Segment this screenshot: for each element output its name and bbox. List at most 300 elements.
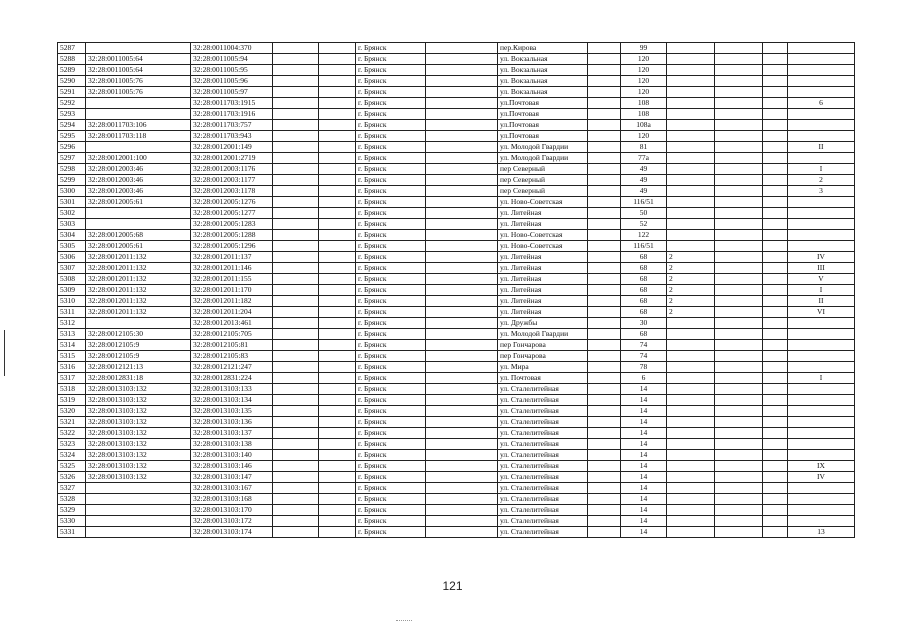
table-cell: пер Гончарова (498, 351, 588, 362)
table-cell: 2 (667, 263, 715, 274)
table-cell: 32:28:0011005:96 (191, 76, 273, 87)
table-cell (763, 164, 788, 175)
table-cell (588, 197, 621, 208)
table-cell: II (788, 142, 855, 153)
table-row (58, 54, 855, 65)
table-cell: г. Брянск (356, 65, 426, 76)
table-cell (667, 98, 715, 109)
table-cell (788, 109, 855, 120)
table-cell (426, 417, 498, 428)
table-cell: 32:28:0011703:106 (86, 120, 191, 131)
table-cell (273, 285, 319, 296)
table-cell (715, 428, 763, 439)
table-cell: ул. Сталелитейная (498, 461, 588, 472)
table-cell: 5328 (58, 494, 86, 505)
table-cell: 6 (788, 98, 855, 109)
table-cell (788, 395, 855, 406)
table-cell: 5310 (58, 296, 86, 307)
table-cell (715, 109, 763, 120)
table-cell (426, 318, 498, 329)
table-cell (788, 318, 855, 329)
table-cell (426, 384, 498, 395)
table-cell (763, 120, 788, 131)
table-cell (426, 65, 498, 76)
table-cell: г. Брянск (356, 274, 426, 285)
table-cell (715, 516, 763, 527)
table-cell: 32:28:0012003:1178 (191, 186, 273, 197)
table-cell: г. Брянск (356, 175, 426, 186)
table-cell (319, 43, 356, 54)
table-cell: ул. Ново-Советская (498, 197, 588, 208)
table-cell: 32:28:0011703:118 (86, 131, 191, 142)
table-cell: пер Гончарова (498, 340, 588, 351)
table-cell: I (788, 373, 855, 384)
table-cell (319, 505, 356, 516)
table-cell: 32:28:0012011:204 (191, 307, 273, 318)
table-cell (86, 527, 191, 538)
table-cell (715, 252, 763, 263)
table-cell: 5317 (58, 373, 86, 384)
table-cell (715, 43, 763, 54)
table-cell: 32:28:0013103:132 (86, 472, 191, 483)
table-cell (588, 219, 621, 230)
table-cell: г. Брянск (356, 153, 426, 164)
table-cell (788, 153, 855, 164)
table-cell (426, 219, 498, 230)
table-cell (319, 340, 356, 351)
table-row (58, 351, 855, 362)
table-cell (667, 516, 715, 527)
table-cell: IV (788, 472, 855, 483)
table-cell (763, 87, 788, 98)
table-cell (715, 153, 763, 164)
table-cell (86, 494, 191, 505)
table-cell (763, 131, 788, 142)
table-cell: ул. Вокзальная (498, 65, 588, 76)
table-cell (273, 351, 319, 362)
table-cell: 32:28:0012003:1177 (191, 175, 273, 186)
table-cell: г. Брянск (356, 241, 426, 252)
table-cell: 2 (667, 296, 715, 307)
table-cell: 120 (621, 131, 667, 142)
table-cell (763, 340, 788, 351)
table-cell (588, 186, 621, 197)
table-cell: 68 (621, 263, 667, 274)
table-cell (273, 54, 319, 65)
table-cell (588, 54, 621, 65)
table-cell: 32:28:0012011:137 (191, 252, 273, 263)
table-cell (715, 351, 763, 362)
table-cell: 32:28:0012105:81 (191, 340, 273, 351)
table-cell: г. Брянск (356, 505, 426, 516)
table-cell (319, 494, 356, 505)
table-cell (319, 296, 356, 307)
table-cell (273, 164, 319, 175)
table-cell: г. Брянск (356, 307, 426, 318)
table-row (58, 307, 855, 318)
table-cell (426, 241, 498, 252)
table-cell: 32:28:0012105:83 (191, 351, 273, 362)
table-cell (426, 516, 498, 527)
table-cell (667, 329, 715, 340)
table-cell: II (788, 296, 855, 307)
table-cell: ул. Сталелитейная (498, 505, 588, 516)
table-cell (588, 142, 621, 153)
table-cell: 49 (621, 175, 667, 186)
table-cell: пер Северный (498, 164, 588, 175)
table-cell: 14 (621, 461, 667, 472)
table-cell (426, 98, 498, 109)
table-cell: 68 (621, 285, 667, 296)
table-cell: г. Брянск (356, 351, 426, 362)
table-cell (788, 65, 855, 76)
table-cell: ул.Почтовая (498, 120, 588, 131)
table-row (58, 439, 855, 450)
table-cell: 68 (621, 296, 667, 307)
table-cell (715, 87, 763, 98)
table-cell (763, 439, 788, 450)
table-cell (667, 43, 715, 54)
table-cell: г. Брянск (356, 439, 426, 450)
table-cell: 32:28:0013103:172 (191, 516, 273, 527)
table-cell (426, 87, 498, 98)
table-cell (588, 43, 621, 54)
table-cell: 3 (788, 186, 855, 197)
table-cell: 32:28:0013103:146 (191, 461, 273, 472)
table-cell (715, 65, 763, 76)
table-cell: 14 (621, 472, 667, 483)
table-cell (426, 153, 498, 164)
table-cell (319, 362, 356, 373)
table-cell (273, 274, 319, 285)
table-cell (715, 318, 763, 329)
table-cell: 5307 (58, 263, 86, 274)
table-cell: 5325 (58, 461, 86, 472)
table-cell (715, 120, 763, 131)
table-cell (319, 175, 356, 186)
table-cell: 30 (621, 318, 667, 329)
table-cell: ул. Литейная (498, 252, 588, 263)
table-cell: г. Брянск (356, 285, 426, 296)
table-cell: 52 (621, 219, 667, 230)
table-cell (319, 527, 356, 538)
table-cell (319, 384, 356, 395)
table-cell (715, 241, 763, 252)
table-cell (426, 164, 498, 175)
table-row (58, 285, 855, 296)
table-cell (667, 76, 715, 87)
table-cell (426, 307, 498, 318)
table-cell (588, 307, 621, 318)
table-cell (273, 472, 319, 483)
table-cell (319, 461, 356, 472)
table-cell: 32:28:0011703:1915 (191, 98, 273, 109)
table-cell: г. Брянск (356, 340, 426, 351)
table-cell (588, 241, 621, 252)
table-cell: 32:28:0012011:132 (86, 274, 191, 285)
table-cell (667, 472, 715, 483)
table-cell (788, 505, 855, 516)
table-cell: 120 (621, 65, 667, 76)
table-cell (319, 65, 356, 76)
table-cell (426, 252, 498, 263)
table-cell (715, 483, 763, 494)
table-cell: 5289 (58, 65, 86, 76)
table-row (58, 263, 855, 274)
table-cell: 32:28:0012011:132 (86, 263, 191, 274)
table-cell (667, 197, 715, 208)
table-cell (319, 406, 356, 417)
table-cell: ул. Мира (498, 362, 588, 373)
table-cell (788, 54, 855, 65)
table-cell: 5308 (58, 274, 86, 285)
table-cell (86, 219, 191, 230)
table-cell: 32:28:0012005:61 (86, 197, 191, 208)
table-row (58, 175, 855, 186)
table-cell: ул. Сталелитейная (498, 494, 588, 505)
table-cell: 5329 (58, 505, 86, 516)
table-cell (667, 54, 715, 65)
table-cell (715, 406, 763, 417)
table-cell (588, 76, 621, 87)
table-cell (273, 516, 319, 527)
table-cell: 5304 (58, 230, 86, 241)
table-cell: г. Брянск (356, 494, 426, 505)
table-cell (588, 505, 621, 516)
table-cell: 14 (621, 483, 667, 494)
table-cell: 32:28:0012011:132 (86, 307, 191, 318)
table-cell: 32:28:0012003:1176 (191, 164, 273, 175)
table-cell (763, 186, 788, 197)
table-cell: 32:28:0012121:247 (191, 362, 273, 373)
table-cell (426, 461, 498, 472)
table-cell: ул. Молодой Гвардии (498, 153, 588, 164)
table-cell: ул. Сталелитейная (498, 439, 588, 450)
table-cell (273, 153, 319, 164)
table-cell: 120 (621, 87, 667, 98)
table-cell: 6 (621, 373, 667, 384)
table-cell (588, 230, 621, 241)
table-cell (426, 373, 498, 384)
table-cell: 5324 (58, 450, 86, 461)
table-cell (788, 87, 855, 98)
table-cell (588, 131, 621, 142)
table-row (58, 318, 855, 329)
table-cell (667, 109, 715, 120)
table-cell (426, 120, 498, 131)
table-cell: 14 (621, 384, 667, 395)
table-cell (667, 164, 715, 175)
table-cell (426, 329, 498, 340)
table-cell: 5326 (58, 472, 86, 483)
table-cell: 32:28:0012011:132 (86, 285, 191, 296)
table-cell (763, 329, 788, 340)
table-cell: 68 (621, 274, 667, 285)
table-cell: 108 (621, 109, 667, 120)
table-cell (788, 120, 855, 131)
table-cell: 5297 (58, 153, 86, 164)
table-cell (319, 274, 356, 285)
table-cell: 5331 (58, 527, 86, 538)
table-cell (319, 252, 356, 263)
table-cell (319, 186, 356, 197)
table-cell (319, 428, 356, 439)
table-cell: 5312 (58, 318, 86, 329)
table-cell (763, 406, 788, 417)
table-cell: 32:28:0013103:132 (86, 428, 191, 439)
table-cell: 32:28:0012005:1283 (191, 219, 273, 230)
table-row (58, 208, 855, 219)
table-cell (715, 131, 763, 142)
table-cell: 5298 (58, 164, 86, 175)
table-cell: 32:28:0012121:13 (86, 362, 191, 373)
table-cell (319, 318, 356, 329)
table-cell (667, 153, 715, 164)
table-cell (273, 76, 319, 87)
table-cell (319, 230, 356, 241)
table-cell: 32:28:0013103:133 (191, 384, 273, 395)
table-cell (86, 43, 191, 54)
table-cell (426, 54, 498, 65)
table-cell: 74 (621, 351, 667, 362)
table-cell (667, 527, 715, 538)
table-cell (715, 274, 763, 285)
table-cell (319, 472, 356, 483)
table-cell (319, 329, 356, 340)
table-cell (763, 43, 788, 54)
table-cell: ул.Почтовая (498, 109, 588, 120)
table-cell: 32:28:0013103:135 (191, 406, 273, 417)
table-cell: 5315 (58, 351, 86, 362)
table-cell: 32:28:0011703:943 (191, 131, 273, 142)
table-cell (763, 252, 788, 263)
table-cell (667, 417, 715, 428)
table-cell (763, 296, 788, 307)
table-cell: ул. Литейная (498, 307, 588, 318)
table-cell (588, 329, 621, 340)
table-cell (319, 142, 356, 153)
table-row (58, 472, 855, 483)
table-cell: 32:28:0012013:461 (191, 318, 273, 329)
table-cell: 5313 (58, 329, 86, 340)
table-cell: 116/51 (621, 241, 667, 252)
table-cell (273, 494, 319, 505)
table-cell: 32:28:0012105:705 (191, 329, 273, 340)
table-cell (426, 505, 498, 516)
table-cell (763, 505, 788, 516)
table-cell (273, 142, 319, 153)
table-cell (588, 461, 621, 472)
table-cell: ул. Сталелитейная (498, 395, 588, 406)
table-cell (788, 329, 855, 340)
table-row (58, 197, 855, 208)
table-cell (715, 307, 763, 318)
table-cell (86, 142, 191, 153)
table-row (58, 43, 855, 54)
table-cell: 5292 (58, 98, 86, 109)
table-cell: ул.Почтовая (498, 131, 588, 142)
table-cell (763, 472, 788, 483)
table-cell (667, 131, 715, 142)
table-cell (273, 241, 319, 252)
table-cell (763, 494, 788, 505)
table-row (58, 395, 855, 406)
scan-artifact (396, 620, 412, 623)
table-row (58, 516, 855, 527)
table-cell (273, 230, 319, 241)
table-cell (788, 417, 855, 428)
table-cell: 32:28:0012003:46 (86, 186, 191, 197)
table-cell: 5309 (58, 285, 86, 296)
table-row (58, 428, 855, 439)
table-cell: ул.Почтовая (498, 98, 588, 109)
table-cell (763, 109, 788, 120)
table-cell (426, 285, 498, 296)
table-cell: 32:28:0012011:132 (86, 252, 191, 263)
table-cell (715, 164, 763, 175)
table-cell (788, 76, 855, 87)
table-cell (763, 197, 788, 208)
table-cell: 77а (621, 153, 667, 164)
table-cell: 108а (621, 120, 667, 131)
table-cell (86, 516, 191, 527)
table-cell (715, 472, 763, 483)
table-cell (788, 406, 855, 417)
table-cell (319, 483, 356, 494)
table-cell: ул. Сталелитейная (498, 527, 588, 538)
table-cell (426, 494, 498, 505)
table-cell: 116/51 (621, 197, 667, 208)
table-cell (319, 241, 356, 252)
table-cell (86, 208, 191, 219)
table-cell: I (788, 164, 855, 175)
table-cell: г. Брянск (356, 362, 426, 373)
table-cell (667, 406, 715, 417)
table-cell (667, 483, 715, 494)
table-cell (86, 98, 191, 109)
table-cell (763, 285, 788, 296)
table-cell (319, 120, 356, 131)
table-cell (667, 318, 715, 329)
table-cell (588, 516, 621, 527)
table-row (58, 98, 855, 109)
table-cell (319, 351, 356, 362)
table-cell: г. Брянск (356, 296, 426, 307)
table-cell: ул. Литейная (498, 263, 588, 274)
table-cell (588, 98, 621, 109)
table-cell: 32:28:0013103:174 (191, 527, 273, 538)
table-cell (788, 494, 855, 505)
table-cell: 5303 (58, 219, 86, 230)
table-cell (588, 527, 621, 538)
table-cell (667, 439, 715, 450)
table-cell (788, 483, 855, 494)
table-cell: г. Брянск (356, 428, 426, 439)
table-cell (273, 329, 319, 340)
table-cell: 32:28:0011005:95 (191, 65, 273, 76)
table-cell (319, 219, 356, 230)
table-cell: 2 (667, 285, 715, 296)
table-cell: 5319 (58, 395, 86, 406)
table-cell: 32:28:0012011:155 (191, 274, 273, 285)
table-cell (788, 362, 855, 373)
table-cell (273, 373, 319, 384)
table-cell (273, 109, 319, 120)
table-cell (667, 340, 715, 351)
table-cell: 68 (621, 252, 667, 263)
table-cell: г. Брянск (356, 142, 426, 153)
table-row (58, 329, 855, 340)
